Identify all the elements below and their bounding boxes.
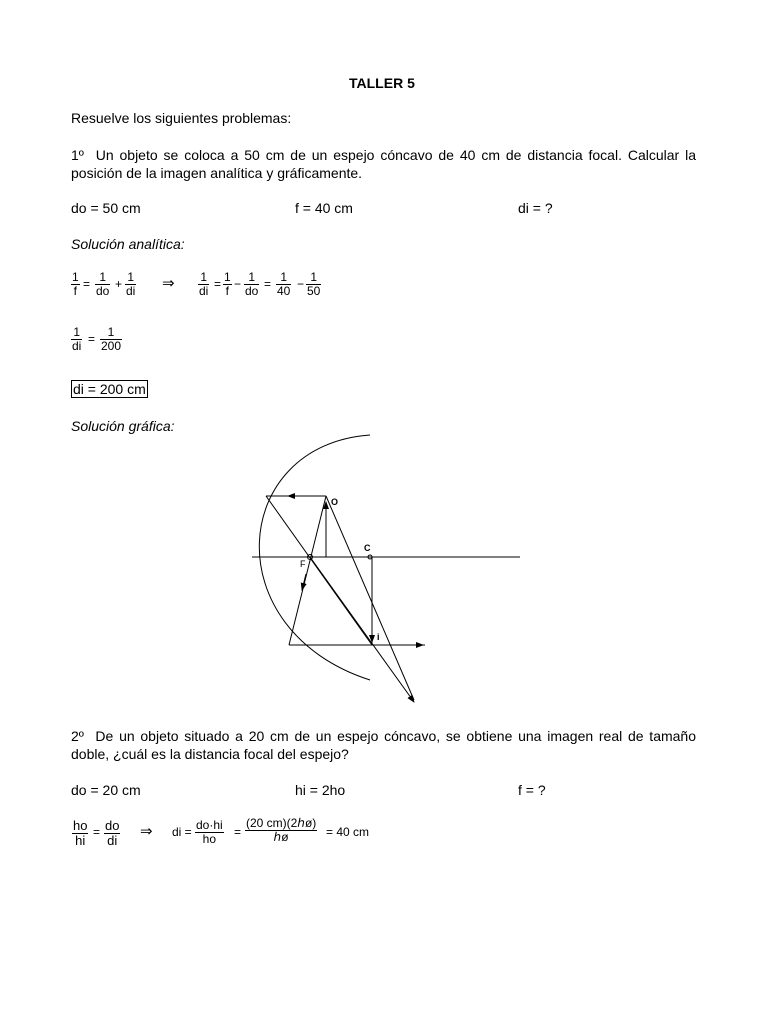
result-40cm: = 40 cm — [326, 825, 370, 839]
equals-sign: = — [234, 825, 242, 839]
frac-1-over-di: $\frac{1}{di}$ — [126, 270, 136, 298]
frac-1-over-do-2: $\frac{1}{do}$ — [245, 270, 259, 298]
problem-2-text: De un objeto situado a 20 cm de un espejo cóncavo, se obtiene una imagen real de tamaño doble, ¿cuál es la distancia focal del espejo? — [71, 728, 697, 762]
minus-sign: − — [234, 277, 242, 291]
label-image: i — [377, 632, 380, 642]
label-center: C — [364, 543, 371, 553]
minus-sign: − — [297, 277, 305, 291]
frac-ho-over-hi: $\frac{ho}{hi}$ — [73, 818, 88, 848]
plus-sign: + — [115, 277, 123, 291]
frac-1-over-do: $\frac{1}{do}$ — [96, 270, 110, 298]
frac-dohi-over-ho: $\frac{do\cdot hi}{ho}$ — [196, 818, 223, 846]
frac-1-over-50: $\frac{1}{50}$ — [307, 270, 321, 298]
equals-sign: = — [83, 277, 91, 291]
problem-2-statement — [71, 727, 696, 763]
implies-arrow: ⇒ — [162, 275, 175, 292]
frac-1-over-200: $\frac{1}{200}$ — [101, 325, 122, 353]
page-title: TALLER 5 — [349, 75, 415, 91]
graphic-solution-label: Solución gráfica: — [71, 418, 175, 434]
result-box: di = 200 cm — [73, 381, 146, 397]
p1-given-f: f = 40 cm — [295, 200, 353, 216]
frac-1-over-f-2: $\frac{1}{f}$ — [224, 270, 231, 298]
p2-unknown-f: f = ? — [518, 782, 546, 798]
frac-substituted: (20 cm)(2ℎø) ℎø — [246, 816, 317, 844]
p1-unknown-di: di = ? — [518, 200, 553, 216]
intro-text: Resuelve los siguientes problemas: — [71, 110, 292, 126]
problem-2-number: 2º — [71, 728, 84, 744]
equals-sign: = — [214, 277, 222, 291]
problem-1-number: 1º — [71, 147, 84, 163]
ray-through-focus-to-image — [266, 496, 372, 645]
label-object: O — [331, 497, 339, 507]
implies-arrow: ⇒ — [140, 823, 153, 840]
equals-sign: = — [264, 277, 272, 291]
frac-1-over-40: $\frac{1}{40}$ — [277, 270, 291, 298]
frac-1-over-di-2: $\frac{1}{di}$ — [199, 270, 209, 298]
equals-sign: = — [88, 332, 96, 346]
label-focus: F — [300, 559, 306, 569]
frac-1-over-di-3: $\frac{1}{di}$ — [72, 325, 82, 353]
p2-given-do: do = 20 cm — [71, 782, 141, 798]
ray-arrow-down — [302, 574, 306, 590]
ray-object-to-mirror — [289, 496, 326, 645]
problem-1-text: Un objeto se coloca a 50 cm de un espejo cóncavo de 40 cm de distancia focal. Calcular la posición de la imagen analítica y gráficamente. — [71, 147, 697, 181]
di-equals: di = — [172, 825, 192, 839]
frac-1-over-f: $\frac{1}{f}$ — [72, 270, 79, 298]
frac-do-over-di: $\frac{do}{di}$ — [105, 818, 120, 848]
p1-given-do: do = 50 cm — [71, 200, 141, 216]
equals-sign: = — [93, 825, 101, 839]
analytic-solution-label: Solución analítica: — [71, 236, 185, 252]
p2-given-hi: hi = 2ho — [295, 782, 346, 798]
